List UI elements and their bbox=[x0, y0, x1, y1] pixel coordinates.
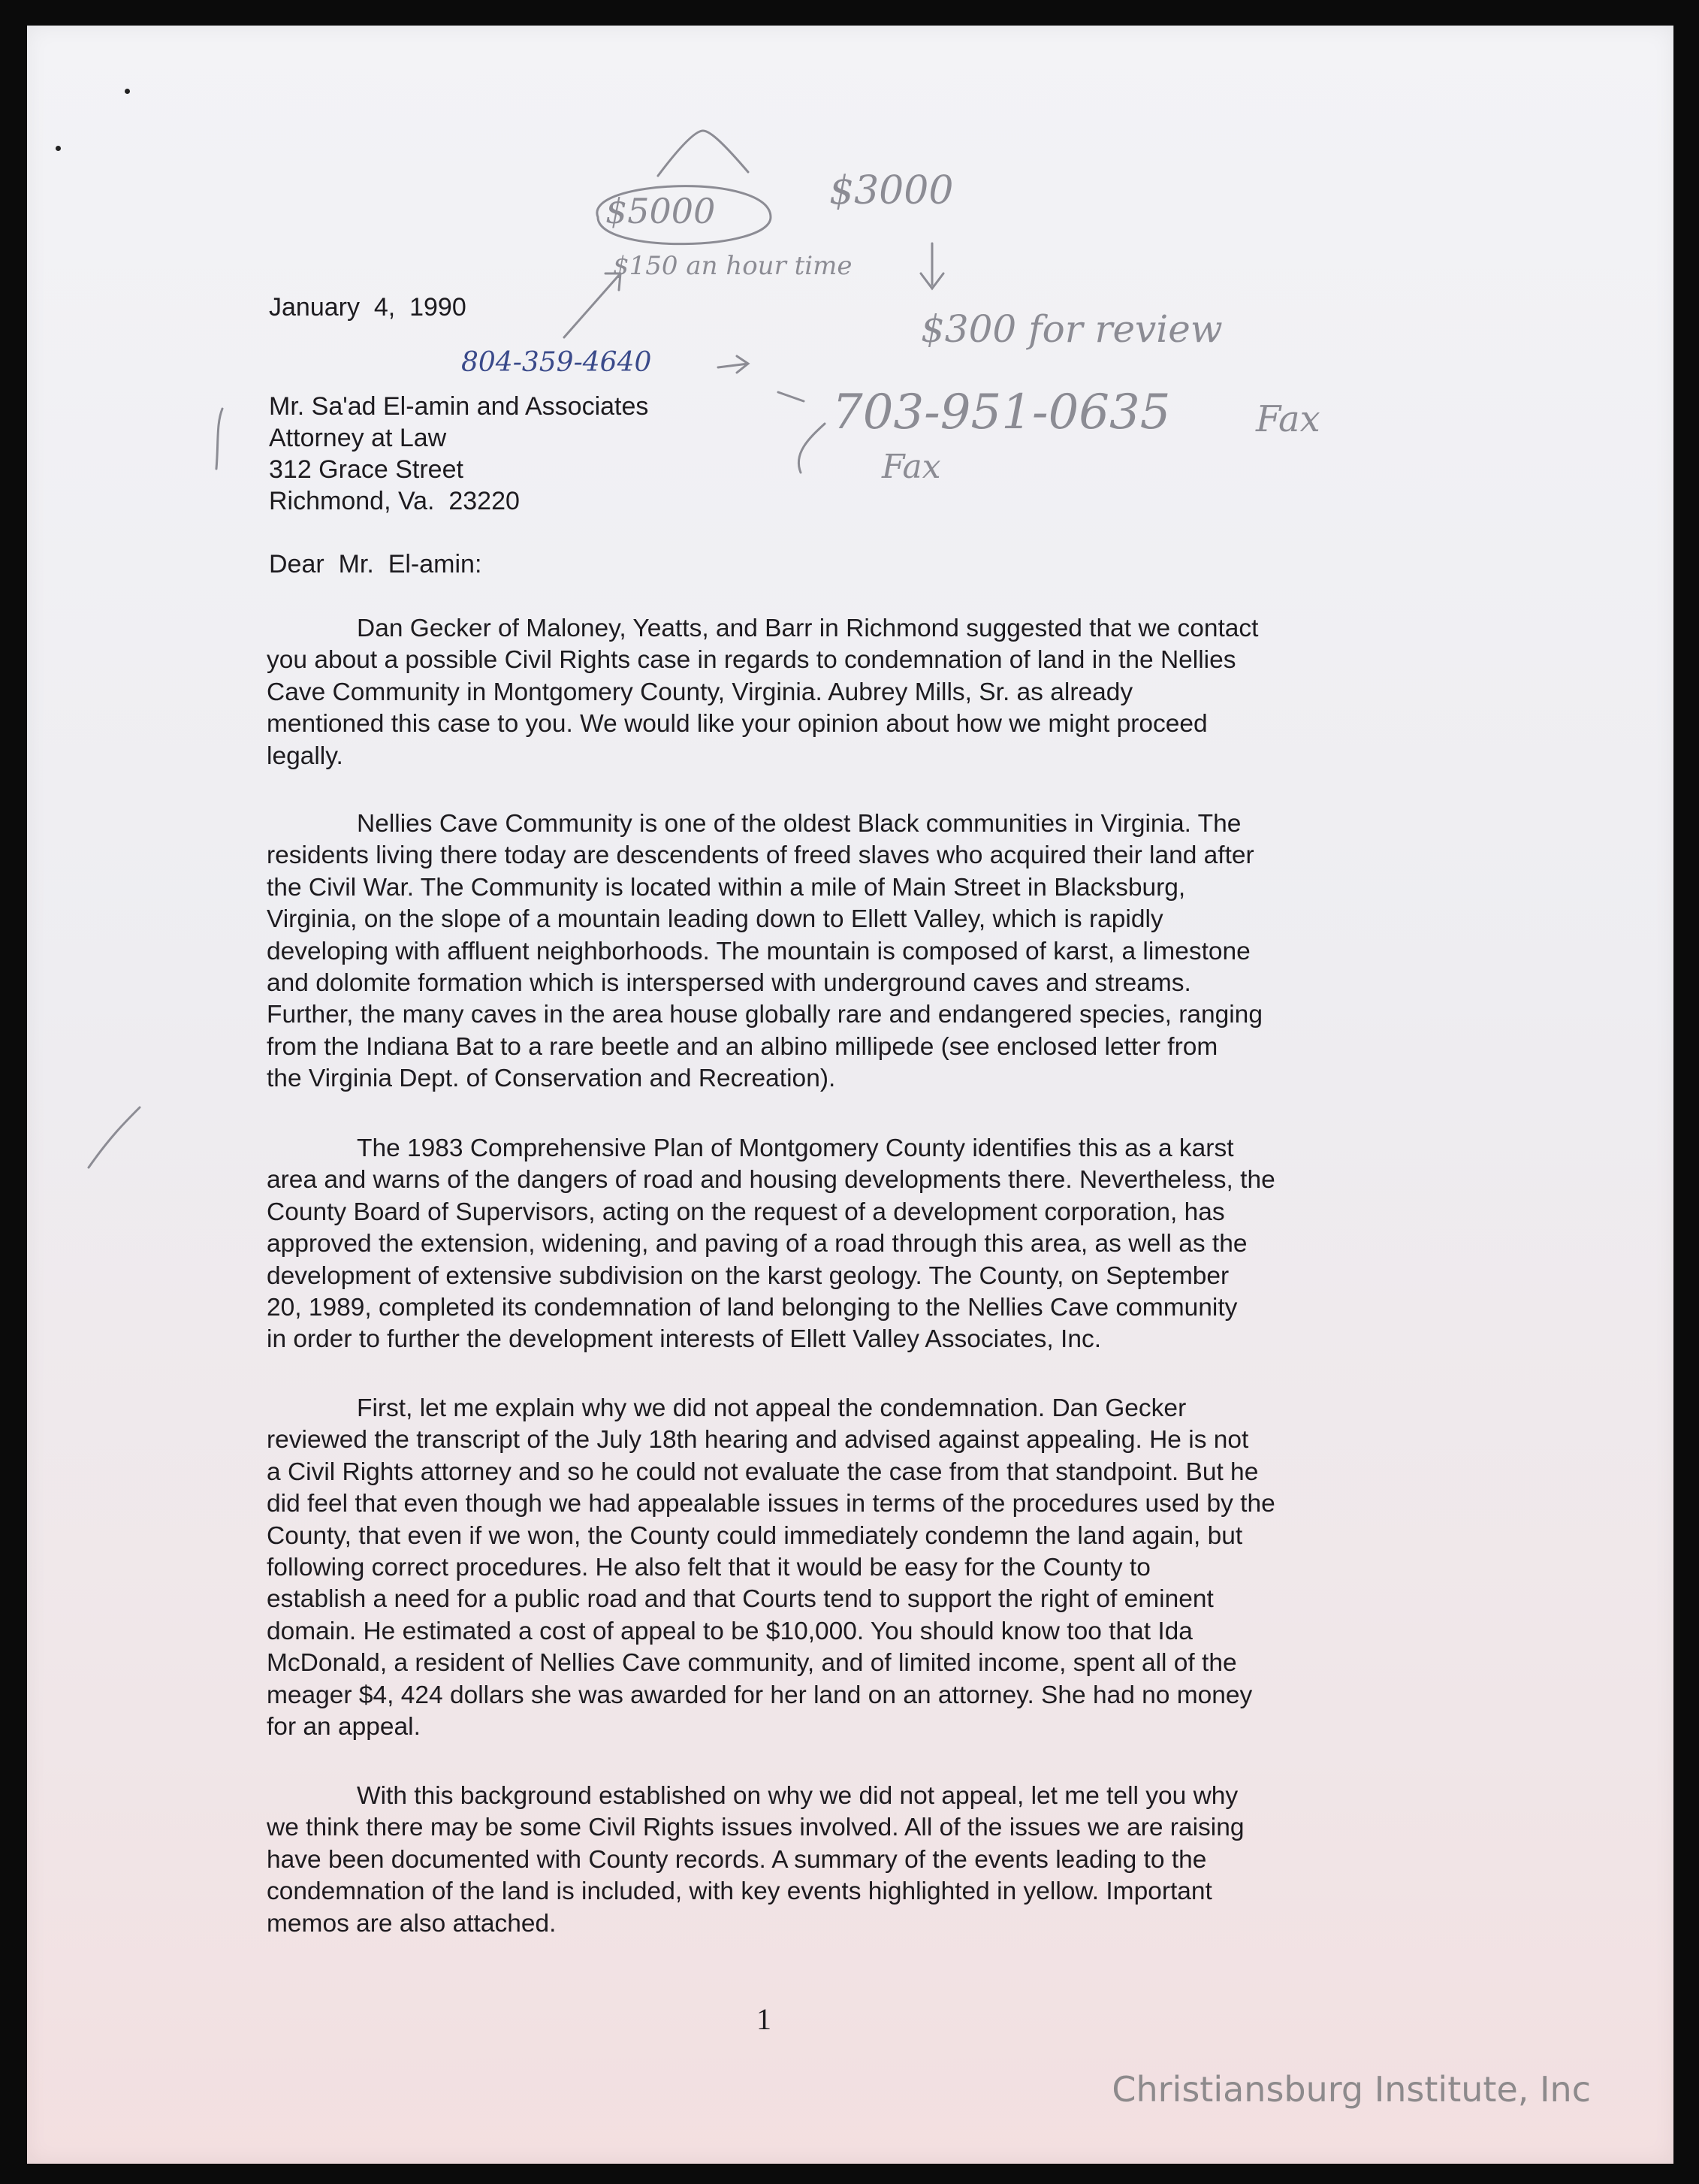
recipient-line: Attorney at Law bbox=[269, 424, 447, 452]
text-line: With this background established on why we did not appeal, let me tell you why bbox=[357, 1782, 1239, 1810]
text-line: meager $4, 424 dollars she was awarded for her land on an attorney. She had no money bbox=[267, 1681, 1253, 1709]
text-line: developing with affluent neighborhoods. The mountain is composed of karst, a limestone bbox=[267, 937, 1251, 965]
text-line: legally. bbox=[267, 742, 343, 770]
page-number: 1 bbox=[756, 2002, 771, 2036]
bracket-left-recipient bbox=[216, 409, 222, 469]
letter-date: January 4, 1990 bbox=[269, 293, 466, 322]
recipient-line: Mr. Sa'ad El-amin and Associates bbox=[269, 392, 649, 421]
text-line: in order to further the development interests of Ellett Valley Associates, Inc. bbox=[267, 1325, 1102, 1354]
text-line: development of extensive subdivision on the karst geology. The County, on September bbox=[267, 1261, 1230, 1290]
letter-page bbox=[27, 26, 1673, 2164]
hw-fax-number: 703-951-0635 bbox=[832, 385, 1171, 440]
text-line: area and warns of the dangers of road and housing developments there. Nevertheless, the bbox=[267, 1166, 1275, 1195]
text-line: residents living there today are descendents of freed slaves who acquired their land after bbox=[267, 841, 1254, 870]
text-line: County Board of Supervisors, acting on the request of a development corporation, has bbox=[267, 1198, 1225, 1226]
text-line: establish a need for a public road and that Courts tend to support the right of eminent bbox=[267, 1585, 1214, 1614]
text-line: condemnation of the land is included, with key events highlighted in yellow. Important bbox=[267, 1877, 1212, 1906]
text-line: following correct procedures. He also felt that it would be easy for the County to bbox=[267, 1554, 1151, 1582]
hw-amount-3000: $3000 bbox=[829, 168, 954, 213]
text-line: 20, 1989, completed its condemnation of land belonging to the Nellies Cave community bbox=[267, 1294, 1238, 1322]
paragraph-4 bbox=[267, 1393, 1483, 1743]
recipient-line: 312 Grace Street bbox=[269, 455, 463, 484]
text-line: Virginia, on the slope of a mountain leading down to Ellett Valley, which is rapidly bbox=[267, 905, 1163, 934]
text-line: a Civil Rights attorney and so he could not evaluate the case from that standpoint. But he bbox=[267, 1458, 1259, 1486]
text-line: Nellies Cave Community is one of the oldest Black communities in Virginia. The bbox=[357, 810, 1242, 838]
text-line: County, that even if we won, the County could immediately condemn the land again, but bbox=[267, 1521, 1243, 1550]
arrow-up-hourly bbox=[564, 273, 620, 337]
text-line: approved the extension, widening, and paving of a road through this area, as well as the bbox=[267, 1230, 1248, 1258]
hw-fax-label-2: Fax bbox=[882, 448, 941, 486]
text-line: we think there may be some Civil Rights issues involved. All of the issues we are raising bbox=[267, 1814, 1245, 1842]
paragraph-3 bbox=[267, 1133, 1483, 1356]
recipient-line: Richmond, Va. 23220 bbox=[269, 487, 520, 515]
hw-fax-label-1: Fax bbox=[1256, 398, 1320, 440]
text-line: The 1983 Comprehensive Plan of Montgomery County identifies this as a karst bbox=[357, 1134, 1234, 1162]
arrow-down-review bbox=[921, 243, 943, 288]
watermark-text: Christiansburg Institute, Inc bbox=[1112, 2069, 1591, 2110]
text-line: you about a possible Civil Rights case in regards to condemnation of land in the Nellies bbox=[267, 646, 1236, 675]
paragraph-2 bbox=[267, 808, 1483, 1095]
text-line: did feel that even though we had appealable issues in terms of the procedures used by the bbox=[267, 1490, 1275, 1518]
bracket-left-fax bbox=[798, 424, 825, 473]
text-line: First, let me explain why we did not appeal the condemnation. Dan Gecker bbox=[357, 1394, 1187, 1422]
text-line: Dan Gecker of Maloney, Yeatts, and Barr in Richmond suggested that we contact bbox=[357, 615, 1259, 642]
text-line: reviewed the transcript of the July 18th hearing and advised against appealing. He is not bbox=[267, 1426, 1249, 1454]
paragraph-5 bbox=[267, 1781, 1483, 1940]
text-line: the Virginia Dept. of Conservation and Recreation). bbox=[267, 1065, 836, 1093]
bracket-over-amount bbox=[658, 131, 748, 176]
margin-stroke bbox=[89, 1107, 140, 1168]
salutation: Dear Mr. El-amin: bbox=[269, 550, 482, 578]
text-line: the Civil War. The Community is located within a mile of Main Street in Blacksburg, bbox=[267, 873, 1186, 902]
text-line: for an appeal. bbox=[267, 1713, 421, 1741]
hw-phone: 804-359-4640 bbox=[461, 347, 652, 378]
hw-hourly-note: $150 an hour time bbox=[613, 251, 853, 281]
text-line: have been documented with County records. A summary of the events leading to the bbox=[267, 1845, 1207, 1874]
paragraph-1 bbox=[267, 613, 1483, 772]
hw-review-note: $300 for review bbox=[921, 307, 1223, 351]
text-line: memos are also attached. bbox=[267, 1909, 557, 1938]
text-line: Cave Community in Montgomery County, Virginia. Aubrey Mills, Sr. as already bbox=[267, 678, 1133, 706]
dash-to-fax bbox=[778, 392, 804, 401]
text-line: from the Indiana Bat to a rare beetle and an albino millipede (see enclosed letter from bbox=[267, 1032, 1218, 1061]
hw-amount-5000: $5000 bbox=[605, 191, 716, 231]
text-line: and dolomite formation which is interspersed with underground caves and streams. bbox=[267, 969, 1191, 998]
text-line: domain. He estimated a cost of appeal to be $10,000. You should know too that Ida bbox=[267, 1617, 1193, 1645]
arrow-to-phone bbox=[718, 356, 748, 373]
text-line: Further, the many caves in the area house globally rare and endangered species, ranging bbox=[267, 1001, 1263, 1029]
text-line: McDonald, a resident of Nellies Cave community, and of limited income, spent all of the bbox=[267, 1649, 1237, 1678]
text-line: mentioned this case to you. We would like your opinion about how we might proceed bbox=[267, 710, 1208, 739]
